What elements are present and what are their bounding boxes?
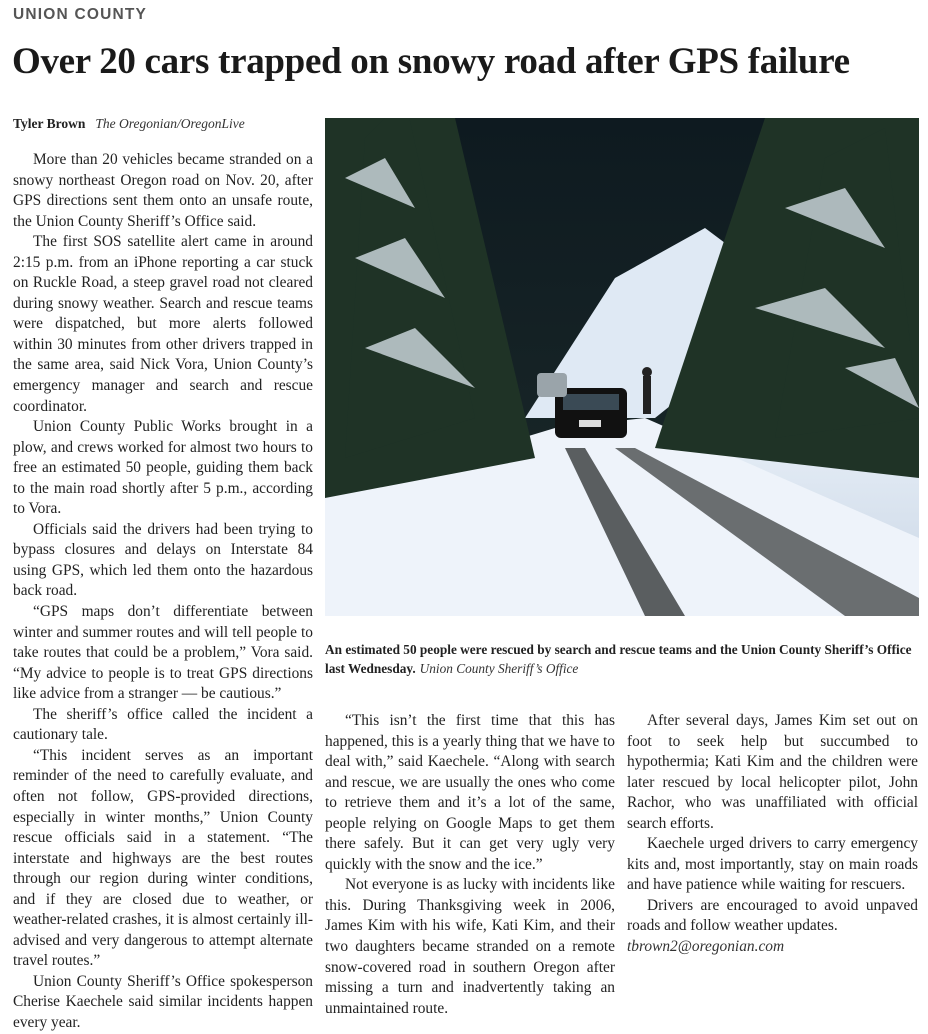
paragraph: “GPS maps don’t differentiate between winter and summer routes and will tell people to take routes that could be a problem,” Vora said. “My advice to people is to treat GPS directions like advice from a stranger — be cautious.” — [13, 603, 313, 703]
article-column-3 — [627, 711, 918, 958]
paragraph: Not everyone is as lucky with incidents like this. During Thanksgiving week in 2006, James Kim with his wife, Kati Kim, and their two daughters became stranded on a remote snow-covered road in southern Oregon after missing a turn and inadvertently taking an unmaintained route. — [325, 876, 615, 1017]
paragraph: More than 20 vehicles became stranded on a snowy northeast Oregon road on Nov. 20, after GPS directions sent them onto an unsafe route, the Union County Sheriff’s Office said. — [13, 151, 313, 230]
headline: Over 20 cars trapped on snowy road after GPS failure — [12, 41, 850, 82]
paragraph: After several days, James Kim set out on foot to seek help but succumbed to hypothermia; Kati Kim and the children were later rescued by local helicopter pilot, John Rachor, who was unaffiliated with official search efforts. — [627, 712, 918, 832]
paragraph: “This isn’t the first time that this has happened, this is a yearly thing that we have to deal with,” said Kaechele. “Along with search and rescue, we are usually the ones who come to retrieve them and it’s a lot of the same, people relying on Google Maps to get them there safely. But it can get very ugly very quickly with the snow and the ice.” — [325, 712, 615, 873]
paragraph: The sheriff’s office called the incident a cautionary tale. — [13, 705, 313, 744]
news-photo-snowy-road — [325, 118, 919, 616]
publication-name: The Oregonian/OregonLive — [95, 116, 245, 131]
paragraph: Drivers are encouraged to avoid unpaved roads and follow weather updates. — [627, 896, 918, 935]
paragraph: Union County Sheriff’s Office spokesperson Cherise Kaechele said similar incidents happen every year. — [13, 972, 313, 1031]
author-name: Tyler Brown — [13, 116, 86, 131]
paragraph: Union County Public Works brought in a plow, and crews worked for almost two hours to free an estimated 50 people, guiding them back to the main road shortly after 5 p.m., according to Vora. — [13, 418, 313, 518]
caption-text: An estimated 50 people were rescued by search and rescue teams and the Union County Sheriff’s Office last Wednesday. — [325, 642, 912, 676]
paragraph: Officials said the drivers had been trying to bypass closures and delays on Interstate 84 using GPS, which led them onto the hazardous back road. — [13, 520, 313, 600]
section-label: UNION COUNTY — [13, 6, 148, 23]
article-column-1 — [13, 150, 313, 1034]
author-email[interactable]: tbrown2@oregonian.com — [627, 938, 785, 956]
byline — [13, 116, 245, 132]
paragraph: The first SOS satellite alert came in around 2:15 p.m. from an iPhone reporting a car stuck on Ruckle Road, a steep gravel road not cleared during snowy weather. Search and rescue teams were dispatched, but more alerts followed within 30 minutes from other drivers trapped in the same area, said Nick Vora, Union County’s emergency manager and search and rescue coordinator. — [13, 233, 313, 415]
article-column-2 — [325, 711, 615, 1019]
paragraph: Kaechele urged drivers to carry emergency kits and, most importantly, stay on main roads and have patience while waiting for rescuers. — [627, 835, 918, 894]
photo-caption — [325, 640, 919, 678]
paragraph: “This incident serves as an important reminder of the need to carefully evaluate, and often not follow, GPS-provided directions, especially in winter months,” Union County rescue officials said in a statement. “The interstate and highways are the best routes through our region during winter conditions, and if they are closed due to weather, or weather-related crashes, it is almost certainly ill-advised and very dangerous to attempt alternate travel routes.” — [13, 746, 313, 970]
photo-credit: Union County Sheriff’s Office — [419, 661, 579, 676]
